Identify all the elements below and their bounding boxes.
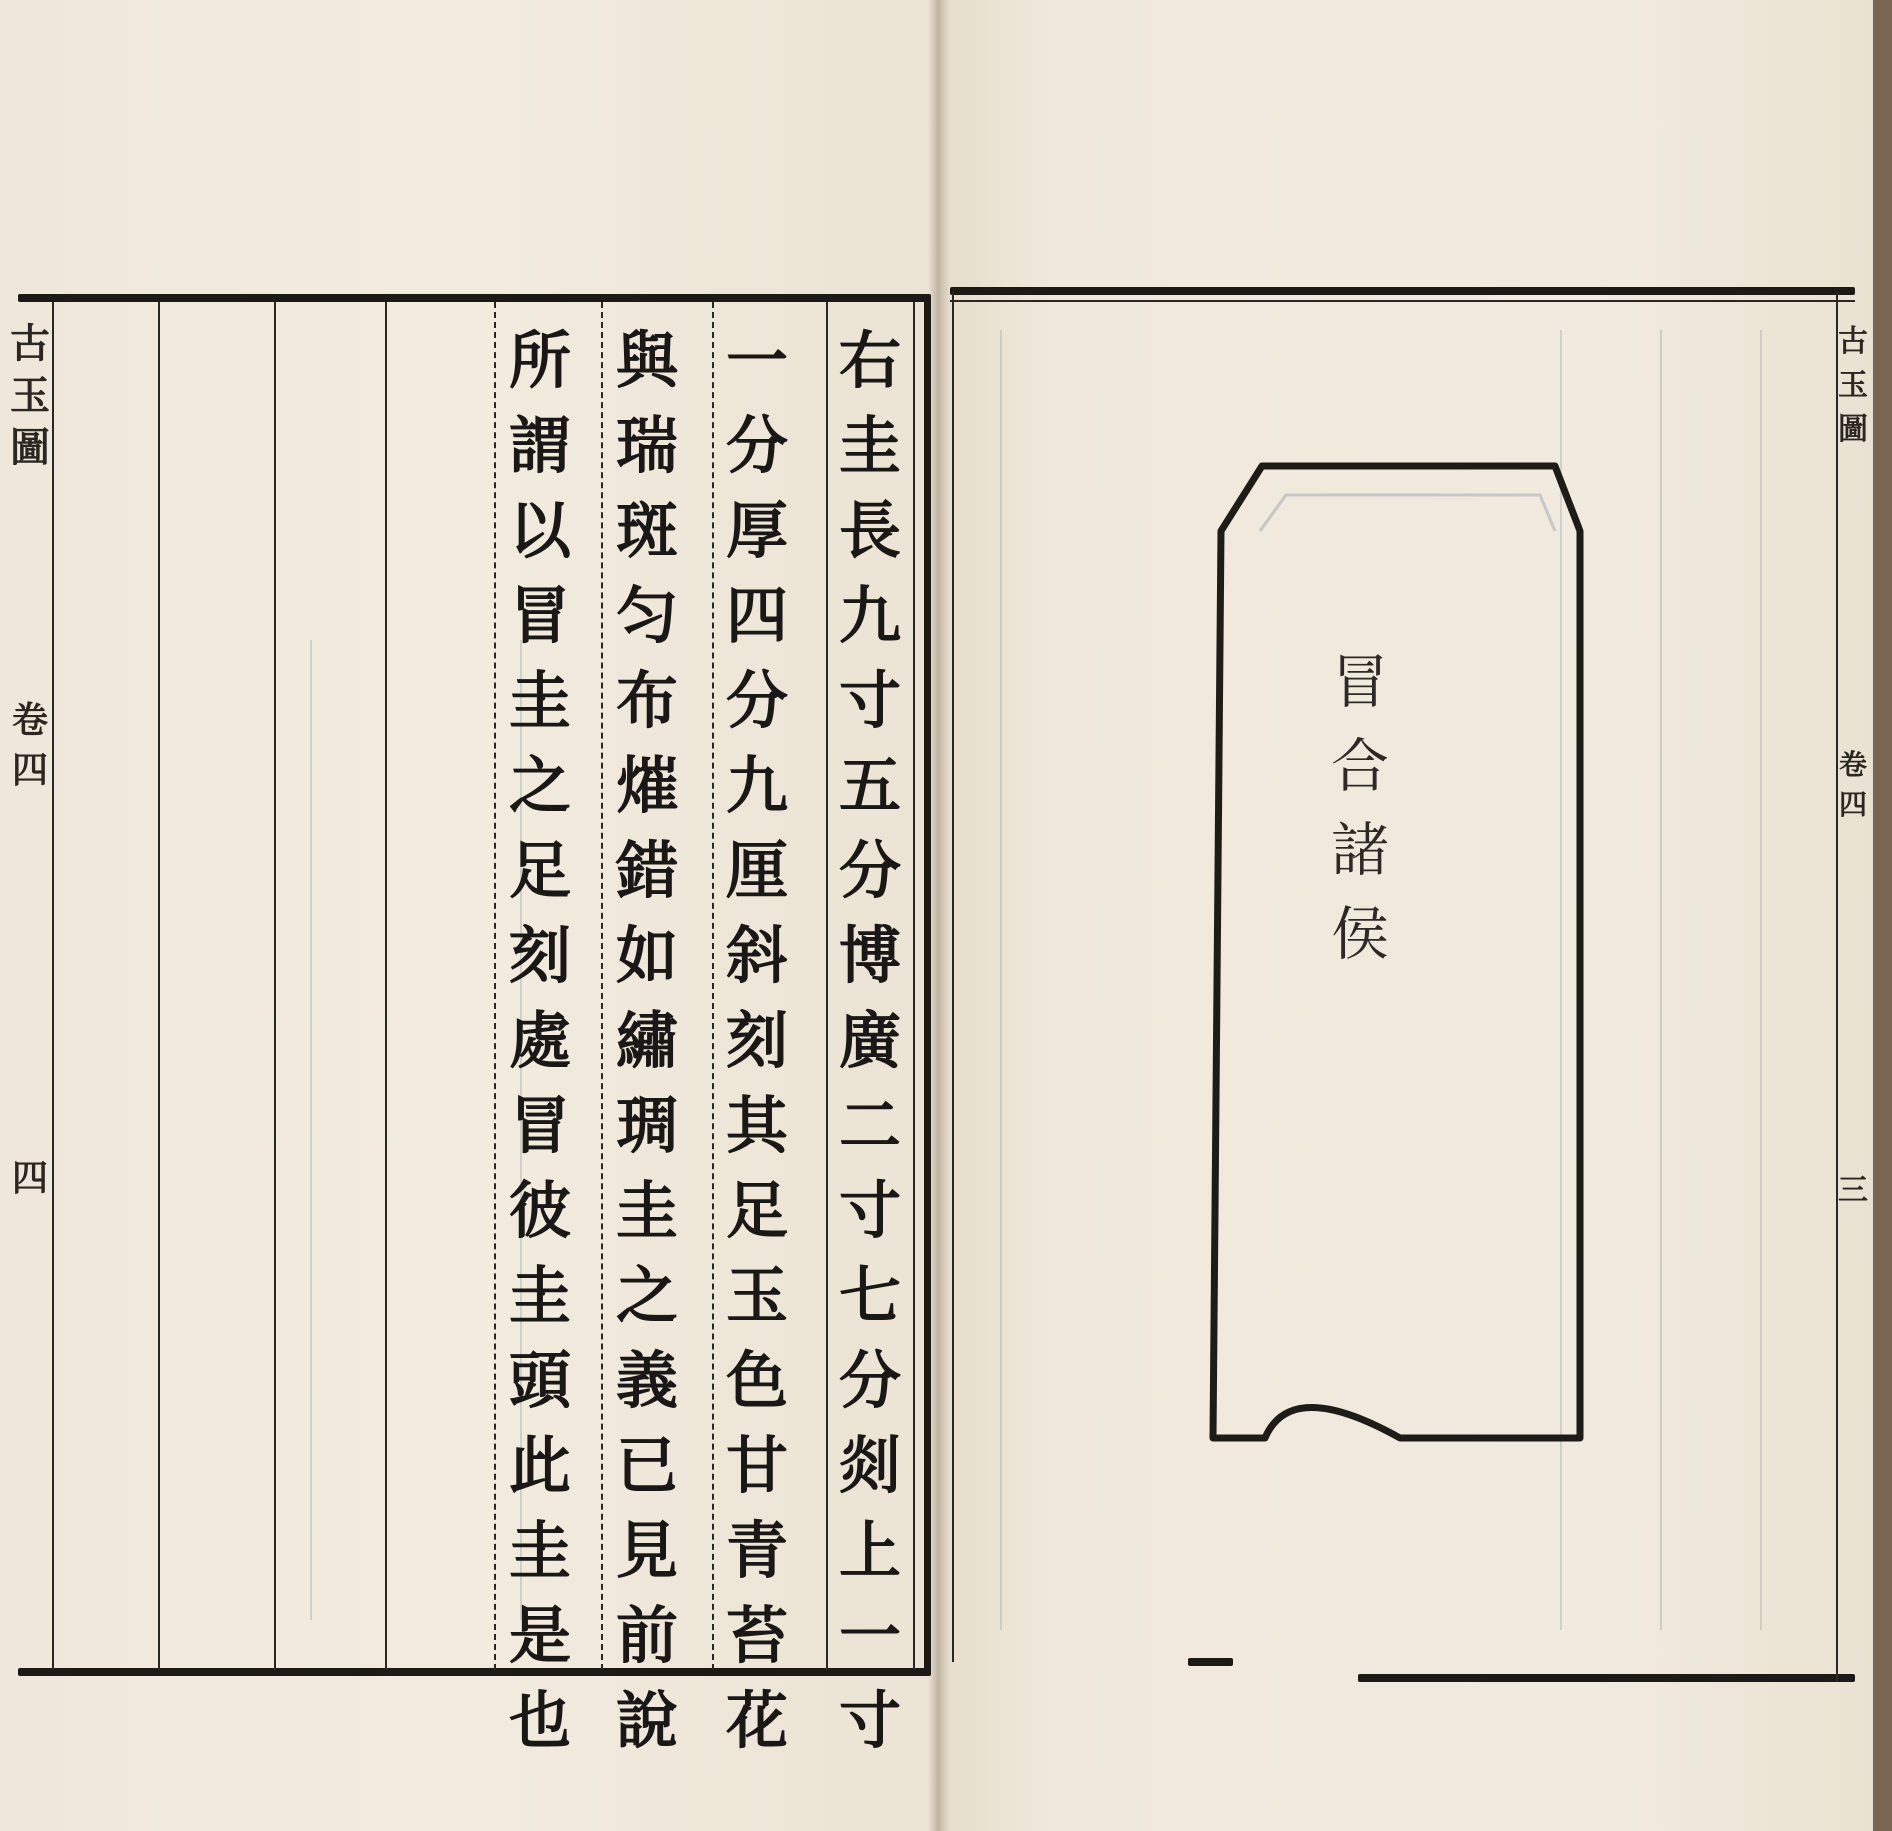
glyph: 剡 — [838, 1429, 901, 1502]
glyph: 繡 — [615, 1004, 678, 1077]
glyph: 刻 — [508, 919, 571, 992]
glyph: 博 — [838, 919, 901, 992]
glyph: 如 — [615, 919, 678, 992]
glyph: 琱 — [615, 1089, 678, 1162]
glyph: 四 — [725, 579, 788, 652]
right-margin-book-title — [1838, 320, 1868, 452]
glyph: 寸 — [838, 1174, 901, 1247]
glyph: 廣 — [838, 1004, 901, 1077]
glyph: 義 — [615, 1344, 678, 1417]
margin-page-number: 四 — [11, 1157, 48, 1199]
glyph: 冒 — [508, 579, 571, 652]
glyph: 七 — [838, 1259, 901, 1332]
glyph: 寸 — [838, 664, 901, 737]
glyph: 圭 — [615, 1174, 678, 1247]
margin-title-char: 古 — [10, 320, 50, 367]
glyph: 熣 — [615, 749, 678, 822]
glyph: 九 — [725, 749, 788, 822]
glyph: 斜 — [725, 919, 788, 992]
glyph: 與 — [615, 324, 678, 397]
glyph: 匀 — [615, 579, 678, 652]
margin-juan-char: 卷 — [1838, 748, 1867, 781]
margin-title-char: 玉 — [1838, 368, 1868, 403]
glyph: 刻 — [725, 1004, 788, 1077]
glyph: 瑞 — [615, 409, 678, 482]
margin-title-char: 玉 — [10, 372, 50, 419]
inscription-char: 諸 — [1330, 816, 1389, 884]
glyph: 花 — [725, 1684, 788, 1757]
glyph: 其 — [725, 1089, 788, 1162]
glyph: 前 — [615, 1599, 678, 1672]
margin-juan-char: 卷 — [11, 699, 48, 741]
glyph: 右 — [838, 324, 901, 397]
margin-title-char: 圖 — [1838, 412, 1868, 447]
margin-juan-char: 四 — [11, 749, 48, 791]
glyph: 分 — [725, 664, 788, 737]
glyph: 已 — [615, 1429, 678, 1502]
glyph: 玉 — [725, 1259, 788, 1332]
inscription-char: 合 — [1330, 732, 1389, 800]
glyph: 布 — [615, 664, 678, 737]
glyph: 長 — [838, 494, 901, 567]
glyph: 寸 — [838, 1684, 901, 1757]
glyph: 二 — [838, 1089, 901, 1162]
glyph: 錯 — [615, 834, 678, 907]
glyph: 色 — [725, 1344, 788, 1417]
tablet-inscription — [1320, 640, 1400, 976]
glyph: 冒 — [508, 1089, 571, 1162]
glyph: 分 — [725, 409, 788, 482]
glyph: 是 — [508, 1599, 571, 1672]
glyph: 厘 — [725, 834, 788, 907]
margin-title-char: 圖 — [10, 424, 50, 471]
glyph: 苔 — [725, 1599, 788, 1672]
glyph: 所 — [508, 324, 571, 397]
glyph: 此 — [508, 1429, 571, 1502]
glyph: 見 — [615, 1514, 678, 1587]
glyph: 謂 — [508, 409, 571, 482]
glyph: 青 — [725, 1514, 788, 1587]
glyph: 之 — [508, 749, 571, 822]
glyph: 一 — [725, 324, 788, 397]
glyph: 彼 — [508, 1174, 571, 1247]
glyph: 也 — [508, 1684, 571, 1757]
glyph: 圭 — [508, 1259, 571, 1332]
margin-title-char: 古 — [1838, 324, 1868, 359]
glyph: 九 — [838, 579, 901, 652]
glyph: 圭 — [508, 1514, 571, 1587]
glyph: 甘 — [725, 1429, 788, 1502]
right-margin-page-number: 三 — [1838, 1173, 1868, 1208]
glyph: 以 — [508, 494, 571, 567]
glyph: 頭 — [508, 1344, 571, 1417]
glyph: 圭 — [508, 664, 571, 737]
glyph: 一 — [838, 1599, 901, 1672]
glyph: 斑 — [615, 494, 678, 567]
glyph: 足 — [508, 834, 571, 907]
glyph: 說 — [615, 1684, 678, 1757]
right-margin-juan — [1838, 745, 1868, 825]
glyph: 分 — [838, 834, 901, 907]
margin-juan-char: 四 — [1838, 788, 1867, 821]
inscription-char: 冒 — [1330, 648, 1389, 716]
glyph: 五 — [838, 749, 901, 822]
glyph: 上 — [838, 1514, 901, 1587]
glyph: 足 — [725, 1174, 788, 1247]
glyph: 圭 — [838, 409, 901, 482]
inscription-char: 侯 — [1330, 900, 1389, 968]
glyph: 處 — [508, 1004, 571, 1077]
glyph: 之 — [615, 1259, 678, 1332]
glyph: 厚 — [725, 494, 788, 567]
glyph: 分 — [838, 1344, 901, 1417]
